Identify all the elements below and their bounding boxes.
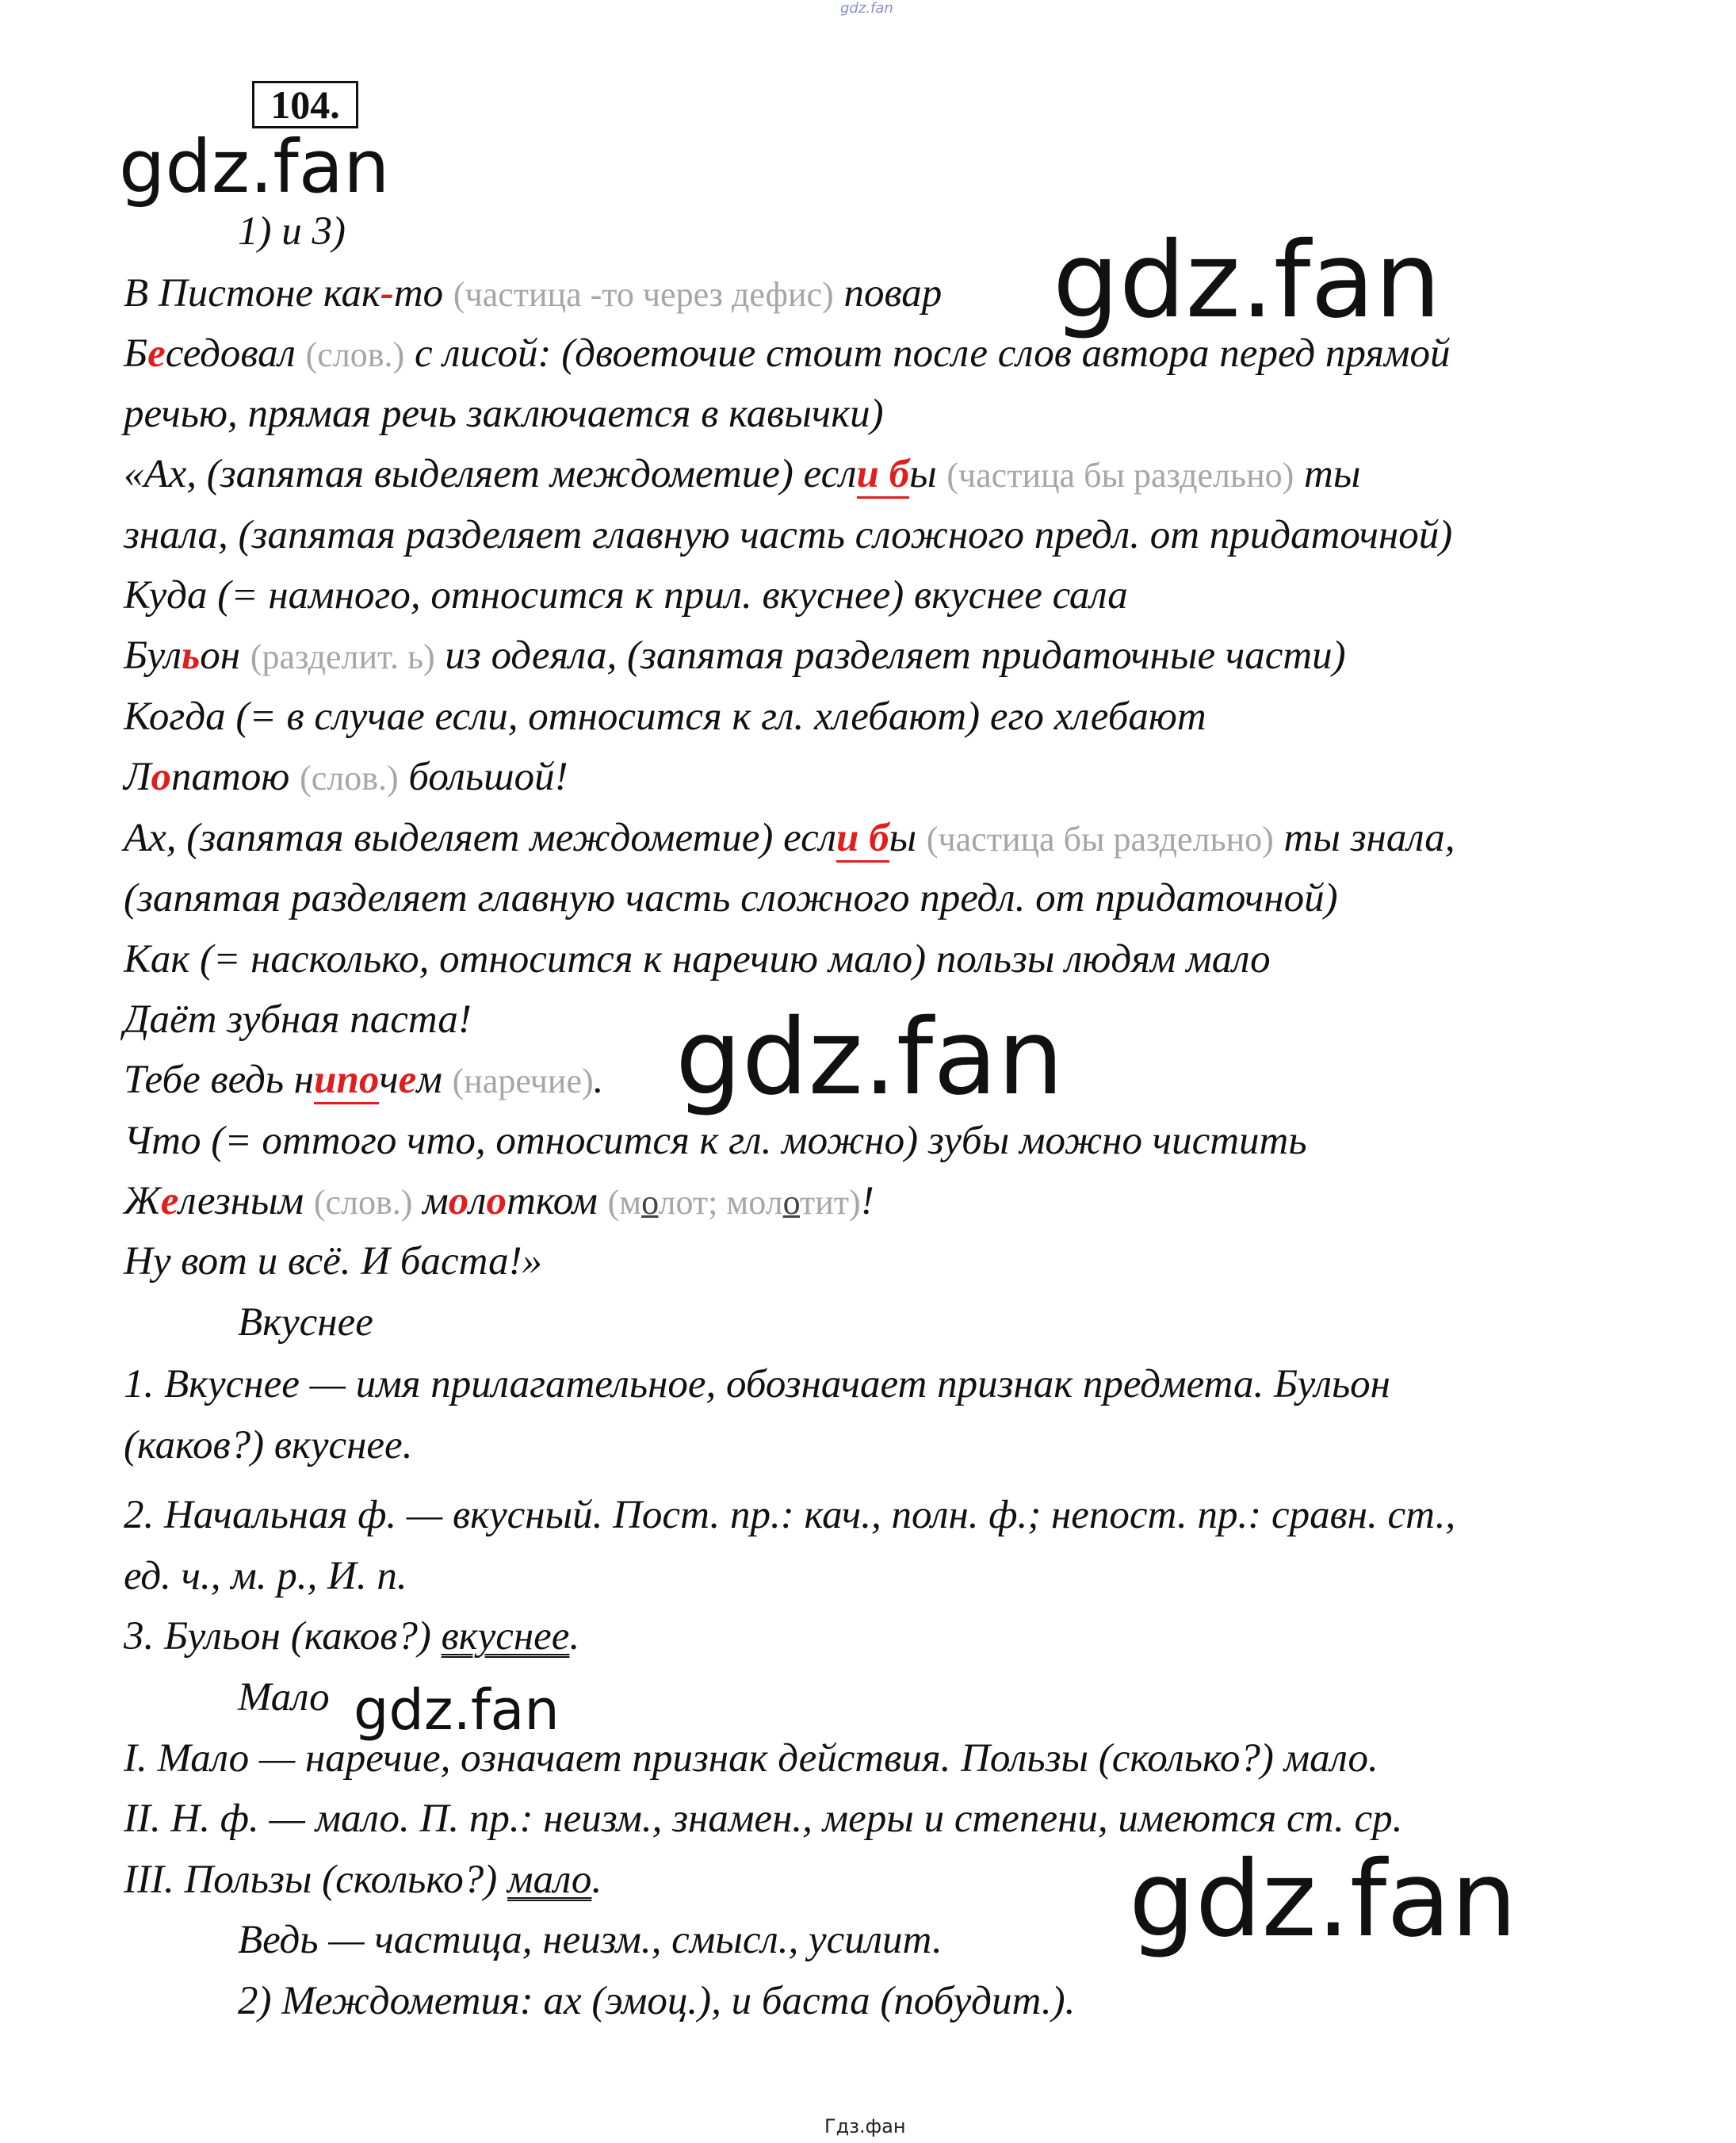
annotation: (наречие) (452, 1062, 594, 1100)
text-line: Тебе ведь нипочем (наречие). (124, 1056, 603, 1105)
text-line: Бульон (разделит. ь) из одеяла, (запятая разделяет придаточные части) (124, 633, 1346, 678)
text-line: Ведь — частица, неизм., смысл., усилит. (238, 1918, 943, 1962)
section-heading: Мало (238, 1675, 330, 1720)
watermark: gdz.fan (354, 1678, 560, 1743)
watermark: gdz.fan (119, 124, 390, 209)
annotation: (разделит. ь) (250, 637, 435, 676)
text-line: Ну вот и всё. И баста!» (124, 1239, 543, 1284)
text-line: III. Пользы (сколько?) мало. (124, 1858, 602, 1902)
watermark: gdz.fan (675, 997, 1064, 1119)
annotation: (молот; молотит) (607, 1183, 861, 1222)
text-line: II. Н. ф. — мало. П. пр.: неизм., знамен., меры и степени, имеются ст. ср. (124, 1797, 1403, 1841)
text-line: Куда (= намного, относится к прил. вкуснее) вкуснее сала (124, 573, 1128, 618)
text-line: речью, прямая речь заключается в кавычки) (124, 392, 884, 436)
footer-text: Гдз.фан (824, 2115, 906, 2137)
text-line: Когда (= в случае если, относится к гл. хлебают) его хлебают (124, 695, 1206, 739)
text-line: Лопатою (слов.) большой! (124, 755, 568, 799)
annotation: (частица бы раздельно) (946, 456, 1294, 495)
watermark-small: gdz.fan (840, 0, 893, 17)
annotation: (частица -то через дефис) (453, 275, 834, 314)
watermark: gdz.fan (1053, 220, 1441, 342)
text-line: Даёт зубная паста! (124, 997, 472, 1042)
text-line: I. Мало — наречие, означает признак действия. Пользы (сколько?) мало. (124, 1736, 1378, 1781)
text-line: 3. Бульон (каков?) вкуснее. (124, 1614, 580, 1659)
annotation: (слов.) (305, 335, 405, 374)
text-line: 1. Вкуснее — имя прилагательное, обозначает признак предмета. Бульон (124, 1362, 1390, 1406)
text-line: «Ах, (запятая выделяет междометие) если бы (частица бы раздельно) ты (124, 450, 1360, 499)
text-line: Железным (слов.) молотком (молот; молотит)! (124, 1179, 874, 1223)
text-line: знала, (запятая разделяет главную часть сложного предл. от придаточной) (124, 513, 1453, 557)
text-line: (запятая разделяет главную часть сложного предл. от придаточной) (124, 876, 1338, 920)
section-heading: Вкуснее (238, 1300, 373, 1345)
task-number: 104. (252, 81, 358, 128)
annotation: (слов.) (300, 759, 399, 798)
text-line: В Пистоне как-то (частица -то через дефис) повар (124, 271, 943, 316)
text-line: 2. Начальная ф. — вкусный. Пост. пр.: кач., полн. ф.; непост. пр.: сравн. ст., (124, 1493, 1456, 1537)
watermark: gdz.fan (1129, 1839, 1517, 1961)
annotation: (слов.) (313, 1183, 413, 1222)
text-line: Ах, (запятая выделяет междометие) если бы (частица бы раздельно) ты знала, (124, 814, 1455, 863)
text-line: 1) и 3) (238, 209, 346, 254)
text-line: Как (= насколько, относится к наречию мало) пользы людям мало (124, 937, 1271, 982)
annotation: (частица бы раздельно) (926, 820, 1274, 859)
text-line: Беседовал (слов.) с лисой: (двоеточие стоит после слов автора перед прямой (124, 331, 1451, 376)
text-line: (каков?) вкуснее. (124, 1423, 413, 1468)
text-line: Что (= оттого что, относится к гл. можно) зубы можно чистить (124, 1119, 1307, 1163)
text-line: 2) Междометия: ах (эмоц.), и баста (побудит.). (238, 1979, 1076, 2023)
text-line: ед. ч., м. р., И. п. (124, 1554, 407, 1598)
